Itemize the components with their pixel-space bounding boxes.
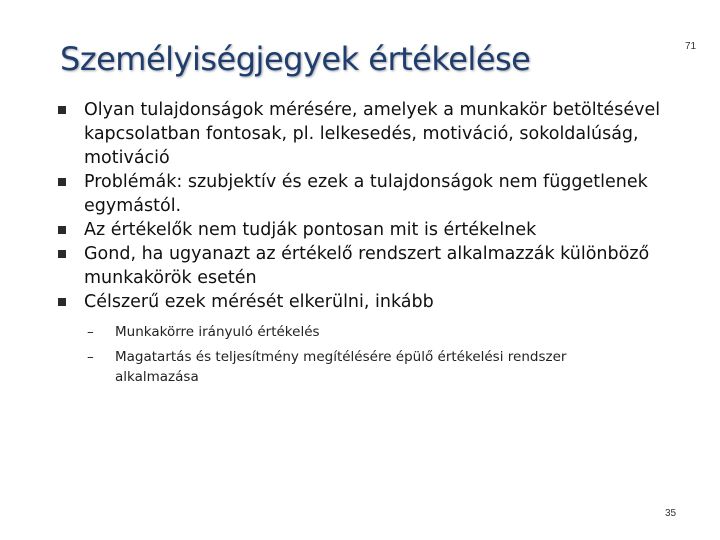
bullet-text: Gond, ha ugyanazt az értékelő rendszert alkalmazzák különböző munkakörök esetén [84, 244, 650, 288]
bullet-list [58, 98, 698, 392]
square-bullet-icon [58, 106, 66, 114]
square-bullet-icon [58, 178, 66, 186]
slide-number-top: 71 [685, 41, 697, 52]
sub-bullet-list [87, 322, 647, 387]
bullet-text: Célszerű ezek mérését elkerülni, inkább [84, 292, 434, 312]
dash-bullet-icon: – [87, 324, 94, 340]
bullet-text: Az értékelők nem tudják pontosan mit is értékelnek [84, 220, 537, 240]
bullet-item [58, 98, 698, 170]
bullet-item [58, 218, 698, 242]
square-bullet-icon [58, 250, 66, 258]
slide-title: Személyiségjegyek értékelése [60, 40, 531, 78]
sub-bullet-item [87, 347, 647, 387]
sub-bullet-text: Munkakörre irányuló értékelés [115, 324, 320, 340]
bullet-text: Problémák: szubjektív és ezek a tulajdonságok nem függetlenek egymástól. [84, 172, 648, 216]
slide-number-bottom: 35 [665, 508, 677, 519]
bullet-item [58, 290, 698, 387]
sub-bullet-item [87, 322, 647, 342]
square-bullet-icon [58, 298, 66, 306]
square-bullet-icon [58, 226, 66, 234]
bullet-item [58, 242, 698, 290]
dash-bullet-icon: – [87, 349, 94, 365]
bullet-item [58, 170, 698, 218]
sub-bullet-text: Magatartás és teljesítmény megítélésére épülő értékelési rendszer alkalmazása [115, 349, 567, 385]
bullet-text: Olyan tulajdonságok mérésére, amelyek a munkakör betöltésével kapcsolatban fontosak, pl. lelkesedés, motiváció, sokoldalúság, motiváció [84, 100, 661, 168]
